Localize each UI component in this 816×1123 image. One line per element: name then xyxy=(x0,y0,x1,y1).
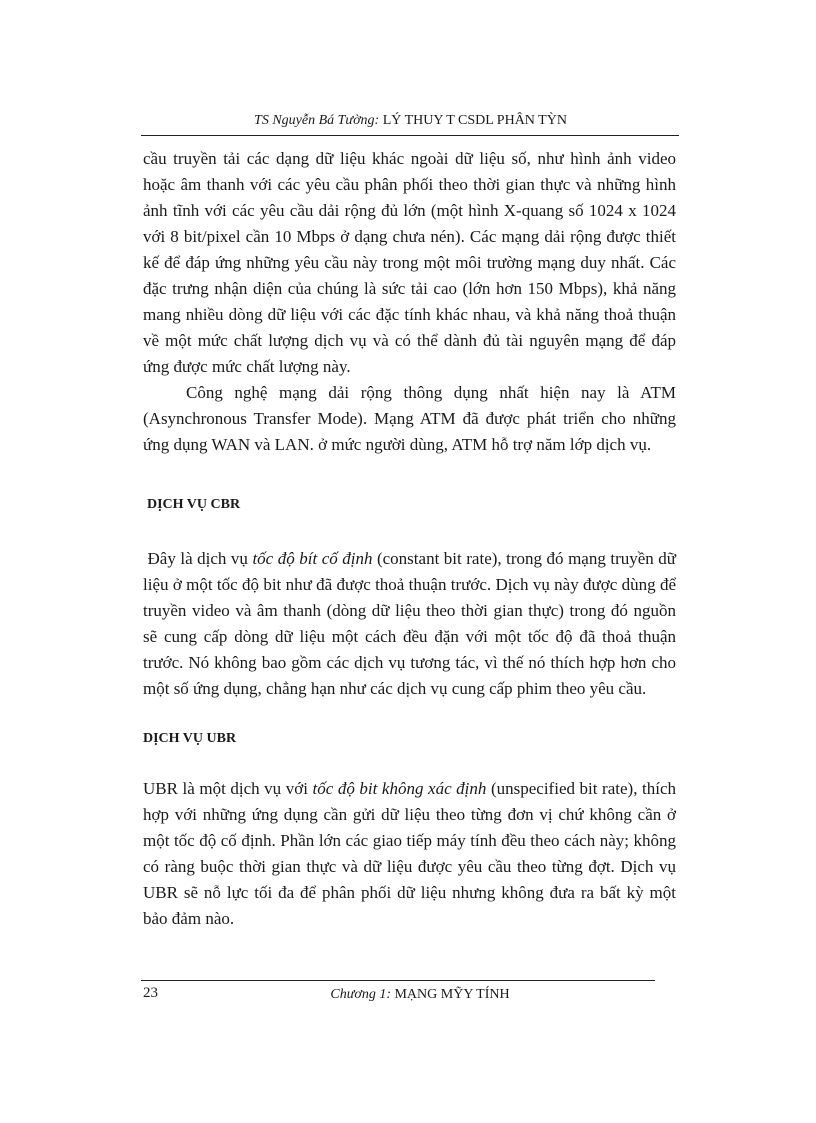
footer-rule xyxy=(141,980,655,981)
section-heading-ubr: DỊCH VỤ UBR xyxy=(143,731,237,746)
page-number: 23 xyxy=(143,985,158,1001)
section-heading-cbr: DỊCH VỤ CBR xyxy=(147,497,241,512)
paragraph-ubr xyxy=(143,776,676,932)
body-text xyxy=(143,146,676,932)
paragraph-2: Công nghệ mạng dải rộng thông dụng nhất hiện nay là ATM (Asynchronous Transfer Mode). Mạng ATM đã được phát triển cho những ứng dụng WAN và LAN. ở mức người dùng, ATM hỗ trợ năm lớp dịch vụ. xyxy=(143,383,676,454)
footer-chapter-title: MẠNG MỸY TÍNH xyxy=(394,987,510,1002)
running-footer xyxy=(300,986,540,1004)
header-rule xyxy=(141,135,679,136)
cbr-text-pre: Đây là dịch vụ xyxy=(147,549,253,568)
header-title: LÝ THUY T CSDL PHÂN TỲN xyxy=(382,113,567,128)
cbr-text-post: (constant bit rate), trong đó mạng truyền dữ liệu ở một tốc độ bit như đã được thoả thuận trước. Dịch vụ này được dùng để truyền video và âm thanh (dòng dữ liệu theo thời gian thực) trong đó nguồn sẽ cung cấp dòng dữ liệu một cách đều đặn với một tốc độ đã thoả thuận trước. Nó không bao gồm các dịch vụ tương tác, vì thế nó thích hợp hơn cho một số ứng dụng, chẳng hạn như các dịch vụ cung cấp phim theo yêu cầu. xyxy=(143,549,677,698)
paragraph-cbr xyxy=(143,546,676,702)
running-header xyxy=(143,112,678,130)
ubr-text-pre: UBR là một dịch vụ với xyxy=(143,779,313,798)
paragraph-1: cầu truyền tải các dạng dữ liệu khác ngoài dữ liệu số, như hình ảnh video hoặc âm thanh với các yêu cầu phân phối theo thời gian thực và những hình ảnh tĩnh với các yêu cầu dải rộng đủ lớn (một hình X-quang số 1024 x 1024 với 8 bit/pixel cần 10 Mbps ở dạng chưa nén). Các mạng dải rộng được thiết kế để đáp ứng những yêu cầu này trong một môi trường mạng duy nhất. Các đặc trưng nhận diện của chúng là sức tải cao (lớn hơn 150 Mbps), khả năng mang nhiều dòng dữ liệu với các đặc tính khác nhau, và khả năng thoả thuận về một mức chất lượng dịch vụ và có thể dành đủ tài nguyên mạng để đáp ứng được mức chất lượng này. xyxy=(143,149,676,376)
ubr-term: tốc độ bit không xác định xyxy=(312,779,487,798)
footer-chapter-label: Chương 1: xyxy=(330,987,391,1002)
header-author: TS Nguyễn Bá Tường: xyxy=(254,113,380,128)
cbr-term: tốc độ bít cố định xyxy=(252,549,373,568)
ubr-text-post: (unspecified bit rate), thích hợp với những ứng dụng cần gửi dữ liệu theo từng đơn vị chứ không cần ở một tốc độ cố định. Phần lớn các giao tiếp máy tính đều theo cách này; không có ràng buộc thời gian thực và dữ liệu được yêu cầu theo từng đợt. Dịch vụ UBR sẽ nỗ lực tối đa để phân phối dữ liệu nhưng không đưa ra bất kỳ một bảo đảm nào. xyxy=(143,779,676,928)
